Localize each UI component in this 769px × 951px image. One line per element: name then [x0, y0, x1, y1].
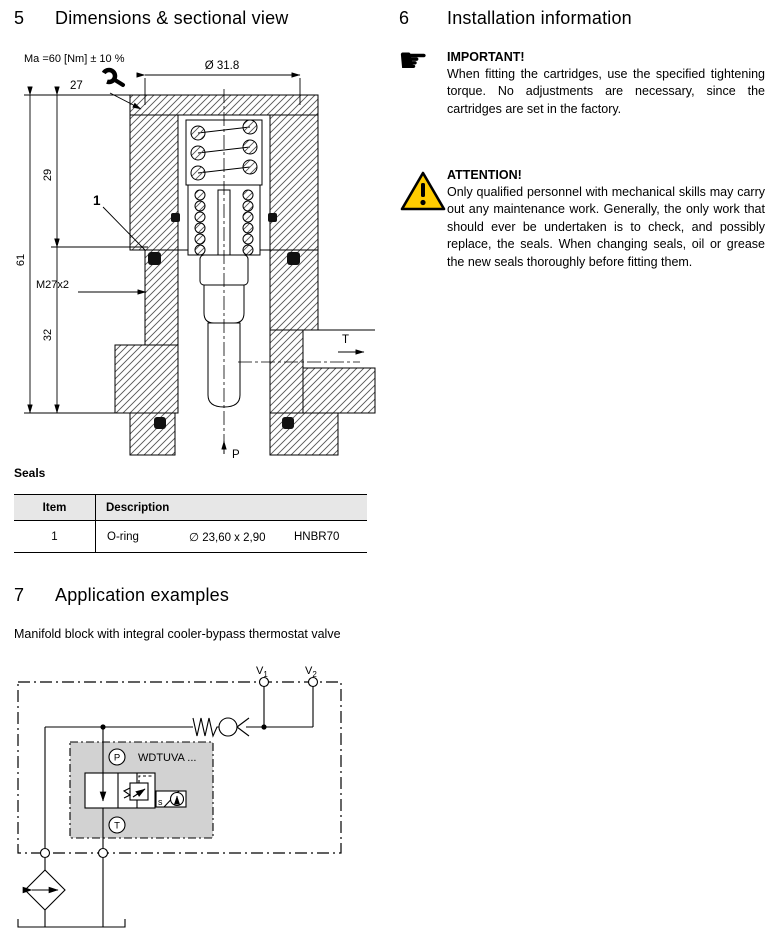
application-caption: Manifold block with integral cooler-bypass thermostat valve: [14, 627, 341, 641]
attention-note: [398, 168, 765, 271]
cooler-symbol: [25, 870, 65, 910]
dim-29: 29: [42, 168, 54, 182]
attention-body: Only qualified personnel with mechanical skills may carry out any maintenance work. Generally, the only work that should ever be undertaken is to check, and possibly replace, the seals. When changing seals, oil or grease the new seals thoroughly before fitting them.: [447, 185, 765, 269]
wrench-size-label: 27: [70, 80, 83, 92]
port-t-label: T: [342, 334, 350, 346]
section-6-title: Installation information: [447, 8, 632, 28]
junction-dot: [261, 724, 266, 729]
dim-32: 32: [42, 328, 54, 342]
sensor-s-label: s: [158, 797, 163, 807]
section-5-title: Dimensions & sectional view: [55, 8, 289, 28]
port-p-label: P: [232, 449, 240, 460]
port-bottom-right-circle: [99, 849, 108, 858]
seals-table-row: [14, 521, 367, 553]
seals-label: Seals: [14, 466, 46, 480]
tank-symbol: [18, 919, 125, 927]
wrench-icon: [101, 68, 123, 85]
dim-61: 61: [15, 253, 27, 267]
section-5-heading: [14, 8, 384, 29]
section-7-heading: [14, 585, 384, 606]
section-6-number: 6: [399, 8, 410, 28]
col-header-description: Description: [96, 495, 368, 521]
valve-model-label: WDTUVA ...: [138, 752, 197, 764]
port-bottom-left-circle: [41, 849, 50, 858]
section-7-title: Application examples: [55, 585, 230, 605]
torque-note: Ma =60 [Nm] ± 10 %: [24, 53, 125, 65]
seal-material: HNBR70: [294, 530, 340, 543]
important-body: When fitting the cartridges, use the specified tightening torque. No adjustments are necessary, since the cartridges are set in the factory.: [447, 67, 765, 116]
seals-table: [14, 494, 367, 553]
important-note: [398, 42, 765, 118]
seal-item-number: 1: [14, 521, 96, 553]
col-header-item: Item: [14, 495, 96, 521]
spring-symbol: [193, 718, 219, 736]
warning-triangle-icon: [400, 170, 446, 217]
seal-size: ∅ 23,60 x 2,90: [189, 531, 266, 544]
pointing-hand-icon: ☛: [398, 42, 429, 80]
section-7-number: 7: [14, 585, 25, 605]
important-title: IMPORTANT!: [447, 50, 525, 64]
p-port-label: P: [113, 752, 121, 764]
junction-dot: [100, 724, 105, 729]
sectional-view-drawing: [8, 45, 383, 460]
t-port-label: T: [114, 820, 120, 832]
v2-label: $V_2$: [305, 665, 317, 679]
section-6-heading: [399, 8, 759, 29]
attention-title: ATTENTION!: [447, 168, 522, 182]
check-valve-symbol: [219, 718, 249, 736]
thread-label: M27x2: [36, 279, 70, 291]
seal-description: O-ring: [107, 530, 139, 543]
application-schematic: [8, 648, 360, 948]
item-1-callout: 1: [93, 193, 101, 208]
seals-table-header-row: [14, 495, 367, 521]
diameter-dimension: Ø 31.8: [204, 60, 240, 72]
v1-label: $V_1$: [256, 665, 268, 679]
section-5-number: 5: [14, 8, 25, 28]
